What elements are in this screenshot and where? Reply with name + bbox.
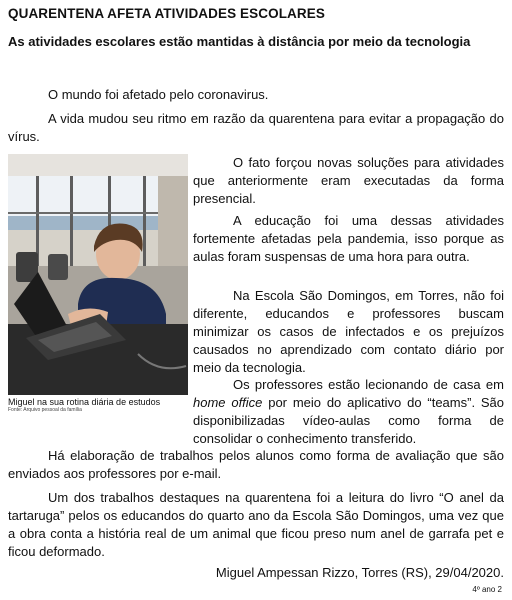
paragraph-8: Um dos trabalhos destaques na quarentena foi a leitura do livro “O anel da tartaruga” pelos os educandos do quarto ano da Escola São Domingos, uma vez que a obra conta a história real de um animal que ficou preso num anel de garrafa pet e ficou deformado. [8,490,504,559]
paragraph-6-italic: home office [193,395,263,410]
paragraph-4: A educação foi uma dessas atividades fortemente afetadas pela pandemia, isso porque as aulas foram suspensas de uma hora para outra. [193,213,504,264]
paragraph-6-end: por meio do aplicativo do “teams”. São disponibilizadas vídeo-aulas como forma de consolidar o conhecimento transferido. [193,395,504,446]
paragraph-6 [193,376,504,448]
student-photo-illustration [8,154,188,395]
paragraph-5: Na Escola São Domingos, em Torres, não foi diferente, educandos e professores buscam minimizar os casos de infectados e os prejuízos causados no aprendizado com contato diário por meio da tecnologia. [193,288,504,375]
paragraph-2: A vida mudou seu ritmo em razão da quarentena para evitar a propagação do vírus. [8,111,504,144]
paragraph-6-start: Os professores estão lecionando de casa em [233,377,504,392]
article-title: QUARENTENA AFETA ATIVIDADES ESCOLARES [8,6,325,21]
paragraph-7: Há elaboração de trabalhos pelos alunos como forma de avaliação que são enviados aos professores por e-mail. [8,448,504,481]
author-signature: Miguel Ampessan Rizzo, Torres (RS), 29/04/2020. [215,565,504,580]
paragraph-1: O mundo foi afetado pelo coronavirus. [48,87,269,102]
photo-source: Fonte: Arquivo pessoal da família [8,407,82,413]
class-label: 4º ano 2 [472,585,502,594]
student-photo [8,154,188,395]
article-subtitle: As atividades escolares estão mantidas à distância por meio da tecnologia [8,34,471,49]
paragraph-3: O fato forçou novas soluções para atividades que anteriormente eram executadas da forma presencial. [193,155,504,206]
photo-caption: Miguel na sua rotina diária de estudos [8,397,161,407]
